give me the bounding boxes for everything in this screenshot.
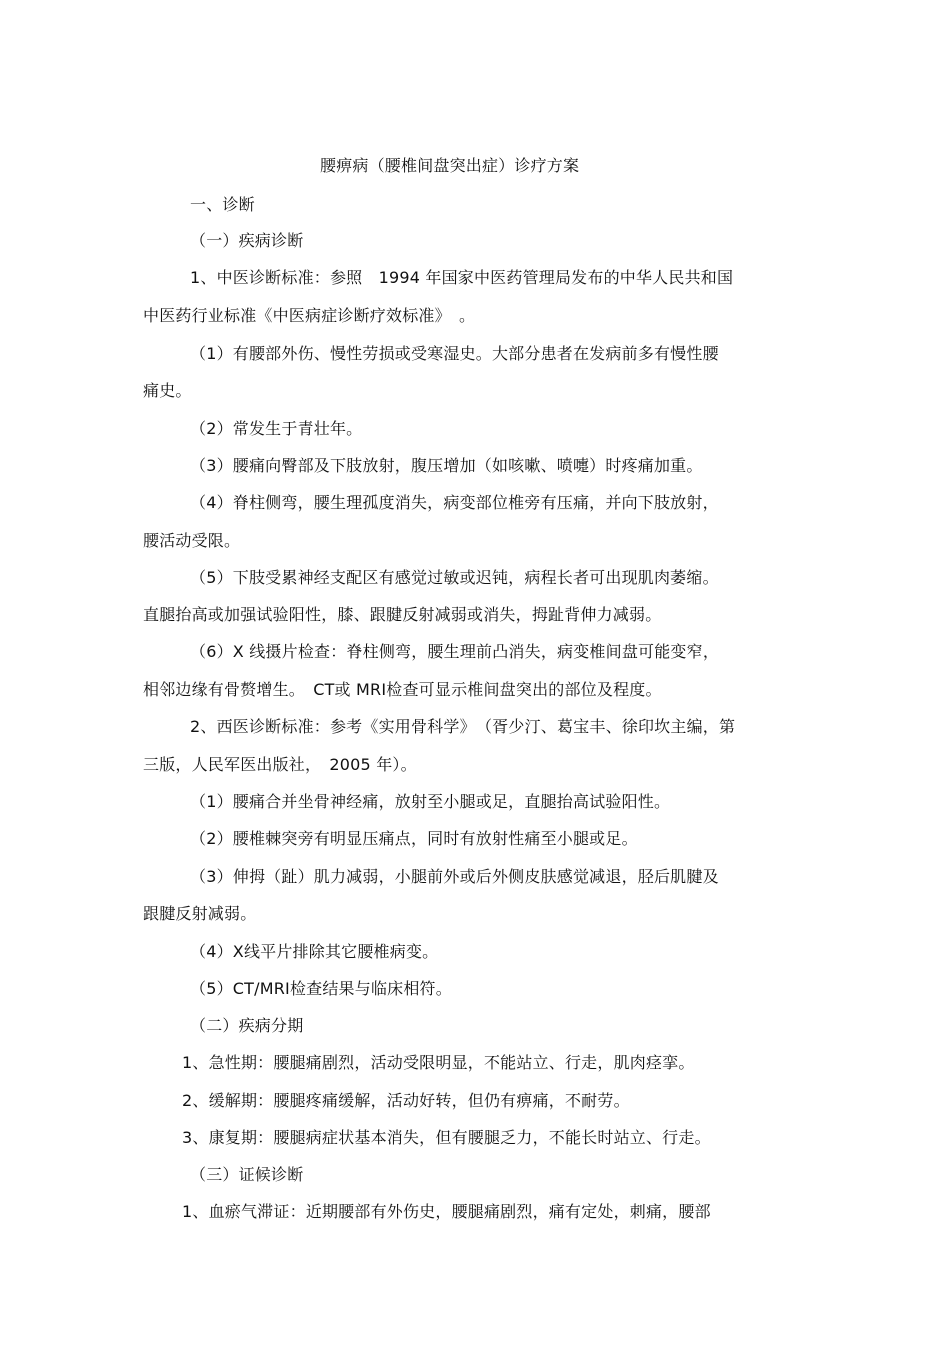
- paragraph-line: （3）腰痛向臀部及下肢放射，腹压增加（如咳嗽、喷嚏）时疼痛加重。: [190, 456, 703, 475]
- subsection-heading: （一）疾病诊断: [190, 231, 304, 250]
- paragraph-line: 1、中医诊断标准：参照 1994 年国家中医药管理局发布的中华人民共和国: [190, 268, 734, 287]
- paragraph-line: 3、康复期：腰腿病症状基本消失，但有腰腿乏力，不能长时站立、行走。: [182, 1128, 711, 1147]
- paragraph-line: （2）腰椎棘突旁有明显压痛点，同时有放射性痛至小腿或足。: [190, 829, 638, 848]
- paragraph-line: 中医药行业标准《中医病症诊断疗效标准》 。: [143, 306, 476, 325]
- paragraph-line: （6）X 线摄片检查：脊柱侧弯，腰生理前凸消失，病变椎间盘可能变窄，: [190, 642, 720, 661]
- paragraph-line: （3）伸拇（趾）肌力减弱，小腿前外或后外侧皮肤感觉减退，胫后肌腱及: [190, 867, 719, 886]
- paragraph-line: （2）常发生于青壮年。: [190, 419, 363, 438]
- subsection-heading: （二）疾病分期: [190, 1016, 304, 1035]
- paragraph-line: 腰活动受限。: [143, 531, 241, 550]
- paragraph-line: （1）有腰部外伤、慢性劳损或受寒湿史。大部分患者在发病前多有慢性腰: [190, 344, 719, 363]
- subsection-heading: （三）证候诊断: [190, 1165, 304, 1184]
- section-heading: 一、诊断: [190, 195, 255, 214]
- paragraph-line: 1、急性期：腰腿痛剧烈，活动受限明显，不能站立、行走，肌肉痉挛。: [182, 1053, 695, 1072]
- paragraph-line: （5）CT/MRI检查结果与临床相符。: [190, 979, 452, 998]
- paragraph-line: 三版，人民军医出版社， 2005 年）。: [143, 755, 417, 774]
- paragraph-line: （5）下肢受累神经支配区有感觉过敏或迟钝，病程长者可出现肌肉萎缩。: [190, 568, 719, 587]
- paragraph-line: 相邻边缘有骨赘增生。 CT或 MRI检查可显示椎间盘突出的部位及程度。: [143, 680, 662, 699]
- paragraph-line: 2、缓解期：腰腿疼痛缓解，活动好转，但仍有痹痛，不耐劳。: [182, 1091, 630, 1110]
- paragraph-line: 跟腱反射减弱。: [143, 904, 257, 923]
- paragraph-line: 痛史。: [143, 381, 192, 400]
- paragraph-line: （4）脊柱侧弯，腰生理孤度消失，病变部位椎旁有压痛，并向下肢放射，: [190, 493, 719, 512]
- paragraph-line: （1）腰痛合并坐骨神经痛，放射至小腿或足，直腿抬高试验阳性。: [190, 792, 671, 811]
- paragraph-line: 1、血瘀气滞证：近期腰部有外伤史，腰腿痛剧烈，痛有定处，刺痛，腰部: [182, 1202, 711, 1221]
- document-title: 腰痹病（腰椎间盘突出症）诊疗方案: [320, 156, 580, 175]
- paragraph-line: 2、西医诊断标准：参考《实用骨科学》 （胥少汀、葛宝丰、徐印坎主编，第: [190, 717, 736, 736]
- paragraph-line: 直腿抬高或加强试验阳性，膝、跟腱反射减弱或消失，拇趾背伸力减弱。: [143, 605, 662, 624]
- paragraph-line: （4）X线平片排除其它腰椎病变。: [190, 942, 439, 961]
